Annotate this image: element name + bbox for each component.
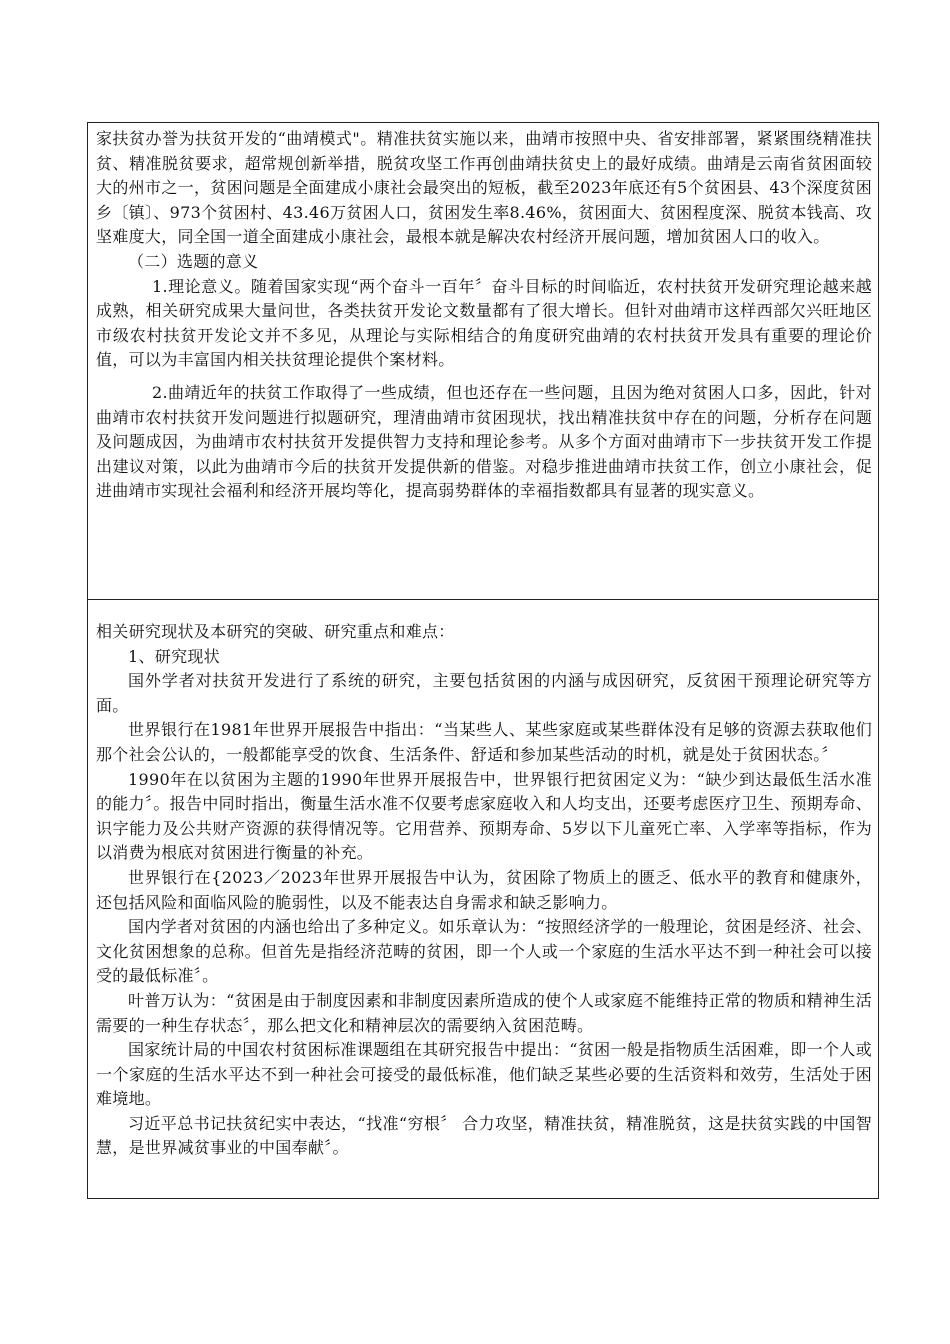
background-significance-cell (88, 123, 878, 600)
world-bank-1990-paragraph: 1990年在以贫困为主题的1990年世界开展报告中，世界银行把贫困定义为：“缺少到达最低生活水准的能力〞。报告中同时指出，衡量生活水准不仅要考虑家庭收入和人均支出，还要考虑医疗卫生、预期寿命、识字能力及公共财产资源的获得情况等。它用营养、预期寿命、5岁以下儿童死亡率、入学率等指标，作为以消费为根底对贫困进行衡量的补充。 (96, 769, 872, 863)
practical-significance-paragraph: 2.曲靖近年的扶贫工作取得了一些成绩，但也还存在一些问题，且因为绝对贫困人口多，因此，针对曲靖市农村扶贫开发问题进行拟题研究，理清曲靖市贫困现状，找出精准扶贫中存在的问题，分析存在问题及问题成因，为曲靖市农村扶贫开发提供智力支持和理论参考。从多个方面对曲靖市下一步扶贫开发工作提出建议对策，以此为曲靖市今后的扶贫开发提供新的借鉴。对稳步推进曲靖市扶贫工作，创立小康社会，促进曲靖市实现社会福利和经济开展均等化，提高弱势群体的幸福指数都具有显著的现实意义。 (96, 382, 872, 501)
ye-puwan-paragraph: 叶普万认为：“贫困是由于制度因素和非制度因素所造成的使个人或家庭不能维持正常的物质和精神生活需要的一种生存状态〞，那么把文化和精神层次的需要纳入贫困范畴。 (96, 990, 872, 1035)
research-status-cell (88, 600, 878, 1198)
research-status-subheading: 1、研究现状 (128, 646, 220, 666)
theoretical-significance-paragraph: 1.理论意义。随着国家实现“两个奋斗一百年〞奋斗目标的时间临近，农村扶贫开发研究理论越来越成熟，相关研究成果大量问世，各类扶贫开发论文数量都有了很大增长。但针对曲靖市这样西部欠兴旺地区市级农村扶贫开发论文并不多见，从理论与实际相结合的角度研究曲靖的农村扶贫开发具有重要的理论价值，可以为丰富国内相关扶贫理论提供个案材料。 (96, 276, 872, 370)
national-statistics-paragraph: 国家统计局的中国农村贫困标准课题组在其研究报告中提出：“贫困一般是指物质生活困难，即一个人或一个家庭的生活水平达不到一种社会可接受的最低标准，他们缺乏某些必要的生活资料和效劳，生活处于困难境地。 (96, 1040, 872, 1109)
world-bank-2023-paragraph: 世界银行在{2023／2023年世界开展报告中认为，贫困除了物质上的匮乏、低水平的教育和健康外，还包括风险和面临风险的脆弱性，以及不能表达自身需求和缺乏影响力。 (96, 867, 872, 912)
xi-jinping-paragraph: 习近平总书记扶贫纪实中表达，“找准“穷根〞 合力攻坚，精准扶贫，精准脱贫，这是扶贫实践的中国智慧，是世界减贫事业的中国奉献〞。 (96, 1113, 872, 1158)
document-table (87, 122, 879, 1199)
world-bank-1981-paragraph: 世界银行在1981年世界开展报告中指出：“当某些人、某些家庭或某些群体没有足够的资源去获取他们那个社会公认的，一般都能享受的饮食、生活条件、舒适和参加某些活动的时机，就是处于贫困状态。〞 (96, 720, 872, 764)
domestic-scholars-paragraph: 国内学者对贫困的内涵也给出了多种定义。如乐章认为：“按照经济学的一般理论，贫困是经济、社会、文化贫困想象的总称。但首先是指经济范畴的贫困，即一个人或一个家庭的生活水平达不到一种社会可以接受的最低标准〞。 (96, 917, 872, 986)
foreign-research-paragraph: 国外学者对扶贫开发进行了系统的研究，主要包括贫困的内涵与成因研究，反贫困干预理论研究等方面。 (96, 671, 872, 715)
significance-heading: （二）选题的意义 (128, 251, 259, 271)
research-status-heading: 相关研究现状及本研究的突破、研究重点和难点： (96, 622, 455, 641)
background-paragraph: 家扶贫办誉为扶贫开发的“曲靖模式"。精准扶贫实施以来，曲靖市按照中央、省安排部署，紧紧围绕精准扶贫、精准脱贫要求，超常规创新举措，脱贫攻坚工作再创曲靖扶贫史上的最好成绩。曲靖是云南省贫困面较大的州市之一，贫困问题是全面建成小康社会最突出的短板，截至2023年底还有5个贫困县、43个深度贫困乡〔镇〕、973个贫困村、43.46万贫困人口，贫困发生率8.46%，贫困面大、贫困程度深、脱贫本钱高、攻坚难度大，同全国一道全面建成小康社会，最根本就是解决农村经济开展问题，增加贫困人口的收入。 (96, 129, 872, 247)
